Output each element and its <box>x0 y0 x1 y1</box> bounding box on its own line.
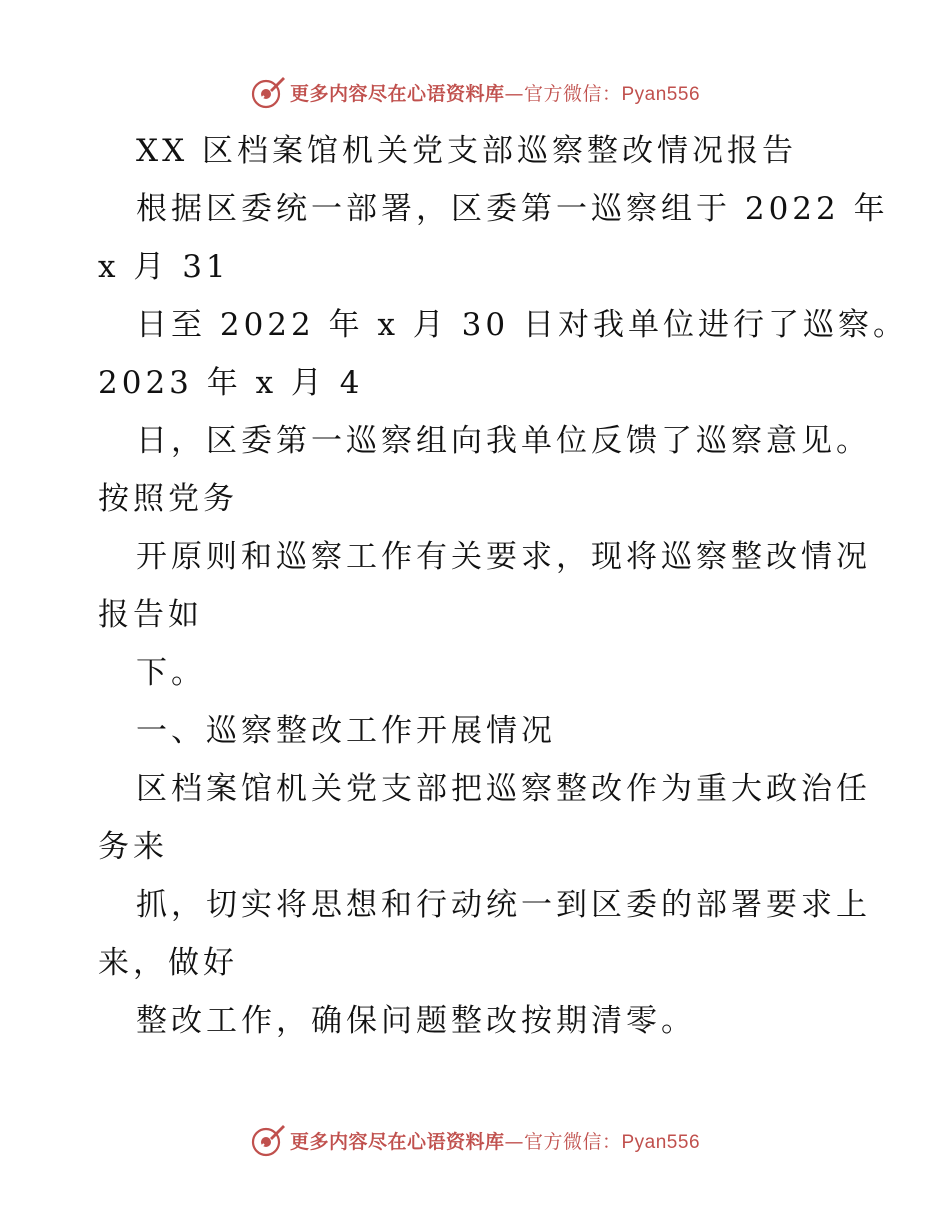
paragraph-line: 整改工作，确保问题整改按期清零。 <box>136 1003 696 1039</box>
pen-logo-icon <box>250 1122 286 1158</box>
paragraph-line: 务来 <box>98 829 168 865</box>
section-heading: 一、巡察整改工作开展情况 <box>136 713 556 749</box>
document-body <box>98 122 908 1050</box>
paragraph-line: 抓，切实将思想和行动统一到区委的部署要求上 <box>136 887 871 923</box>
paragraph-line: 报告如 <box>98 597 203 633</box>
paragraph-line: 来，做好 <box>98 945 238 981</box>
watermark-sub-text: 官方微信： <box>523 1130 622 1153</box>
paragraph-line: 日至 2022 年 x 月 30 日对我单位进行了巡察。 <box>136 307 908 343</box>
watermark-id: Pyan556 <box>621 83 701 105</box>
watermark-main-text: 更多内容尽在心语资料库 <box>289 82 505 105</box>
watermark-sub-text: 官方微信： <box>523 82 622 105</box>
watermark-dash: — <box>504 82 524 105</box>
paragraph-line: 日，区委第一巡察组向我单位反馈了巡察意见。 <box>136 423 871 459</box>
watermark-main-text: 更多内容尽在心语资料库 <box>289 1130 505 1153</box>
paragraph-line: 根据区委统一部署，区委第一巡察组于 2022 年 <box>136 191 889 227</box>
paragraph-line: 区档案馆机关党支部把巡察整改作为重大政治任 <box>136 771 871 807</box>
document-title: XX 区档案馆机关党支部巡察整改情况报告 <box>136 133 797 169</box>
paragraph-line: 2023 年 x 月 4 <box>98 365 364 401</box>
paragraph-line: 下。 <box>136 655 206 691</box>
pen-logo-icon <box>250 74 286 110</box>
paragraph-line: x 月 31 <box>98 249 230 285</box>
paragraph-line: 开原则和巡察工作有关要求，现将巡察整改情况 <box>136 539 871 575</box>
watermark-id: Pyan556 <box>621 1131 701 1153</box>
header-watermark <box>0 72 950 112</box>
footer-watermark <box>0 1120 950 1160</box>
paragraph-line: 按照党务 <box>98 481 238 517</box>
watermark-dash: — <box>504 1130 524 1153</box>
